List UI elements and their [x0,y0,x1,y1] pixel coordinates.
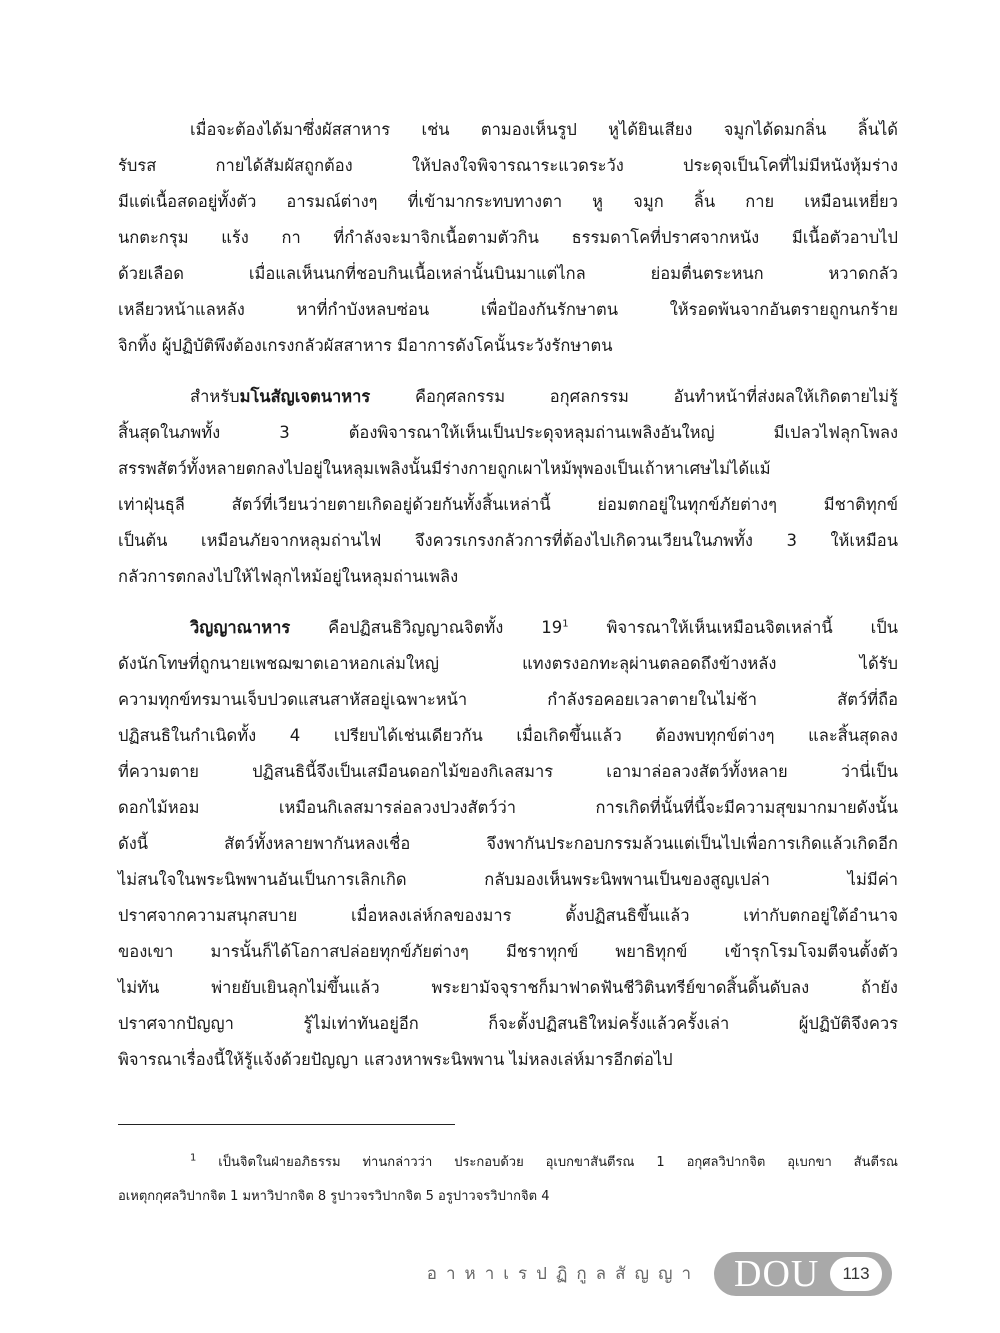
line-rest: คือกุศลกรรม อกุศลกรรม อันทำหน้าที่ส่งผลให้เกิดตายไม่รู้ [370,387,898,406]
text-line [118,610,898,646]
dou-badge [714,1252,892,1296]
text-line: สิ้นสุดในภพทั้ง 3 ต้องพิจารณาให้เห็นเป็นประดุจหลุมถ่านเพลิงอันใหญ่ มีเปลวไฟลุกโพลง [118,423,898,442]
text-line: ปราศจากปัญญา รู้ไม่เท่าทันอยู่อีก ก็จะตั้งปฏิสนธิใหม่ครั้งแล้วครั้งเล่า ผู้ปฏิบัติจึงควร [118,1014,898,1033]
text-line: ไม่ทัน พ่ายยับเยินลุกไม่ขึ้นแล้ว พระยามัจจุราชก็มาฟาดฟันชีวิตินทรีย์ขาดสิ้นดิ้นดับลง ถ้ายัง [118,978,898,997]
text-line: สรรพสัตว์ทั้งหลายตกลงไปอยู่ในหลุมเพลิงนั้นมีร่างกายถูกเผาไหม้พุพองเป็นเถ้าหาเศษไม่ได้แม้ [118,459,771,478]
text-line: กลัวการตกลงไปให้ไฟลุกไหม้อยู่ในหลุมถ่านเพลิง [118,567,459,586]
page-footer [0,1252,1000,1296]
footnote-text: เป็นจิตในฝ่ายอภิธรรม ท่านกล่าวว่า ประกอบด้วย อุเบกขาสันตีรณ 1 อกุศลวิปากจิต อุเบกขา สันตีรณ [218,1155,898,1170]
text-line [118,379,898,415]
footnote-line: อเหตุกกุศลวิปากจิต 1 มหาวิปากจิต 8 รูปาวจรวิปากจิต 5 อรูปาวจรวิปากจิต 4 [118,1189,550,1204]
text-line: ปราศจากความสนุกสบาย เมื่อหลงเล่ห์กลของมาร ตั้งปฏิสนธิขึ้นแล้ว เท่ากับตกอยู่ใต้อำนาจ [118,906,898,925]
text-line: ไม่สนใจในพระนิพพานอันเป็นการเลิกเกิด กลับมองเห็นพระนิพพานเป็นของสูญเปล่า ไม่มีค่า [118,870,898,889]
dou-logo-text: DOU [734,1253,820,1295]
line-rest: พิจารณาให้เห็นเหมือนจิตเหล่านี้ เป็น [568,618,898,637]
text-line: ความทุกข์ทรมานเจ็บปวดแสนสาหัสอยู่เฉพาะหน้า กำลังรอคอยเวลาตายในไม่ช้า สัตว์ที่ถือ [118,690,898,709]
text-line: เท่าฝุ่นธุลี สัตว์ที่เวียนว่ายตายเกิดอยู่ด้วยกันทั้งสิ้นเหล่านี้ ย่อมตกอยู่ในทุกข์ภัยต่างๆ มีชาติทุกข์ [118,495,898,514]
text-line: ดอกไม้หอม เหมือนกิเลสมารล่อลวงปวงสัตว์ว่า การเกิดที่นั้นที่นี้จะมีความสุขมากมายดังนั้น [118,798,898,817]
footnote-number: 1 [190,1152,197,1164]
lead-text: สำหรับ [190,387,240,406]
text-line: รับรส กายได้สัมผัสถูกต้อง ให้ปลงใจพิจารณาระแวดระวัง ประดุจเป็นโคที่ไม่มีหนังหุ้มร่าง [118,156,898,175]
text-line: ด้วยเลือด เมื่อแลเห็นนกที่ชอบกินเนื้อเหล่านั้นบินมาแต่ไกล ย่อมตื่นตระหนก หวาดกลัว [118,264,898,283]
term-vinnanahara: วิญญาณาหาร [190,618,291,637]
footnote [118,1146,898,1214]
text-line: ปฏิสนธิในกำเนิดทั้ง 4 เปรียบได้เช่นเดียวกัน เมื่อเกิดขึ้นแล้ว ต้องพบทุกข์ต่างๆ และสิ้นสุดลง [118,726,898,745]
body-text [118,112,898,1078]
term-manosanchetanahara: มโนสัญเจตนาหาร [239,387,371,406]
footnote-line [118,1146,898,1180]
line-rest: คือปฏิสนธิวิญญาณจิตทั้ง 19 [290,618,563,637]
text-line: ดังนักโทษที่ถูกนายเพชฌฆาตเอาหอกเล่มใหญ่ แทงตรงอกทะลุผ่านตลอดถึงข้างหลัง ได้รับ [118,654,898,673]
text-line: มีแต่เนื้อสดอยู่ทั้งตัว อารมณ์ต่างๆ ที่เข้ามากระทบทางตา หู จมูก ลิ้น กาย เหมือนเหยี่ยว [118,192,898,211]
text-line: พิจารณาเรื่องนี้ให้รู้แจ้งด้วยปัญญา แสวงหาพระนิพพาน ไม่หลงเล่ห์มารอีกต่อไป [118,1050,673,1069]
paragraph-manosanchetana [118,379,898,595]
paragraph-vinnanahara [118,610,898,1078]
footnote-reference[interactable]: 1 [562,618,569,630]
text-line: ของเขา มารนั้นก็ได้โอกาสปล่อยทุกข์ภัยต่างๆ มีชราทุกข์ พยาธิทุกข์ เข้ารุกโรมโจมตีจนตั้งตัว [118,942,898,961]
text-line: นกตะกรุม แร้ง กา ที่กำลังจะมาจิกเนื้อตามตัวกิน ธรรมดาโคที่ปราศจากหนัง มีเนื้อตัวอาบไป [118,228,898,247]
page-number: 113 [830,1257,882,1291]
footnote-divider [118,1124,455,1125]
text-line: เหลียวหน้าแลหลัง หาที่กำบังหลบซ่อน เพื่อป้องกันรักษาตน ให้รอดพ้นจากอันตรายถูกนกร้าย [118,300,898,319]
text-line: ที่ความตาย ปฏิสนธินี้จึงเป็นเสมือนดอกไม้ของกิเลสมาร เอามาล่อลวงสัตว์ทั้งหลาย ว่านี่เป็น [118,762,898,781]
running-title: อาหาเรปฏิกูลสัญญา [426,1264,700,1284]
paragraph-phassahara [118,112,898,364]
text-line: เมื่อจะต้องได้มาซึ่งผัสสาหาร เช่น ตามองเห็นรูป หูได้ยินเสียง จมูกได้ดมกลิ่น ลิ้นได้ [190,120,898,139]
text-line: จิกทิ้ง ผู้ปฏิบัติพึงต้องเกรงกลัวผัสสาหาร มีอาการดังโคนั้นระวังรักษาตน [118,336,613,355]
text-line: เป็นต้น เหมือนภัยจากหลุมถ่านไฟ จึงควรเกรงกลัวการที่ต้องไปเกิดวนเวียนในภพทั้ง 3 ให้เหมือน [118,531,898,550]
text-line: ดังนี้ สัตว์ทั้งหลายพากันหลงเชื่อ จึงพากันประกอบกรรมล้วนแต่เป็นไปเพื่อการเกิดแล้วเกิดอีก [118,834,898,853]
